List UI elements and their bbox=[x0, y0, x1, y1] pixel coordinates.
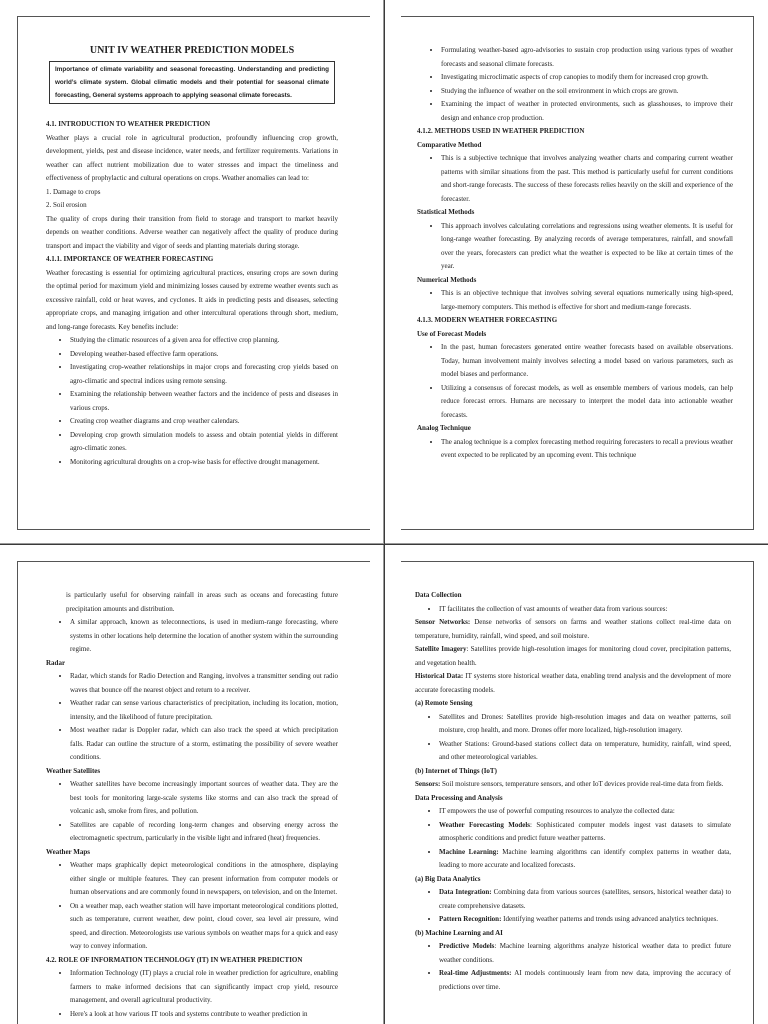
list-item: • This is a subjective technique that involves analyzing weather charts and comparing current weather patterns with similar situations from the past. This method is particularly useful for current conditions and short-range forecasts. The success of these forecasts relies heavily on the skill and experience of the forecaster. bbox=[441, 152, 733, 206]
list-item: • Here's a look at how various IT tools and systems contribute to weather prediction in bbox=[70, 1008, 338, 1022]
subheading: Comparative Method bbox=[417, 140, 482, 149]
definition: : Machine learning algorithms analyze historical weather data to predict future weather conditions. bbox=[439, 942, 732, 964]
list-item: • This approach involves calculating correlations and regressions using weather elements. It is useful for long-range weather forecasting. By analyzing records of average temperatures, rainfall, and snowfall over the years, forecasters can predict what the weather is expected to be like at certain times of the year. bbox=[441, 220, 733, 274]
term: Satellite Imagery bbox=[415, 645, 467, 653]
bullet-list bbox=[417, 341, 733, 422]
list-item: • Investigating microclimatic aspects of crop canopies to modify them for increased crop growth. bbox=[441, 71, 733, 85]
list-item: • On a weather map, each weather station will have important meteorological conditions plotted, such as temperature, current weather, dew point, cloud cover, sea level air pressure, wind speed, and direction. Meteorologists use various symbols on weather maps for a quick and easy way to convey information. bbox=[70, 900, 338, 954]
bullet-list bbox=[46, 616, 338, 657]
list-item: • Developing weather-based effective farm operations. bbox=[70, 348, 338, 362]
subheading: Analog Technique bbox=[417, 424, 471, 432]
subheading: Data Processing and Analysis bbox=[415, 793, 503, 802]
page-content bbox=[46, 44, 338, 469]
paragraph: is particularly useful for observing rainfall in areas such as oceans and forecasting future precipitation amounts and distribution. bbox=[66, 591, 338, 613]
bullet-list bbox=[415, 603, 731, 617]
list-item: • Radar, which stands for Radio Detection and Ranging, involves a transmitter sending out radio waves that bounce off the nearest object and return to a receiver. bbox=[70, 670, 338, 697]
page-4 bbox=[385, 545, 768, 1024]
list-item bbox=[439, 846, 731, 873]
term: Pattern Recognition: bbox=[439, 915, 502, 923]
list-item: • In the past, human forecasters generated entire weather forecasts based on available observations. Today, human involvement mainly involves selecting a model based on various parameters, such as model biases and performance. bbox=[441, 341, 733, 382]
definition: : Satellites provide high-resolution images for monitoring cloud cover, precipitation patterns, and vegetation health. bbox=[415, 645, 731, 667]
term: Real-time Adjustments: bbox=[439, 969, 512, 977]
list-item bbox=[439, 967, 731, 994]
list-item: • Monitoring agricultural droughts on a crop-wise basis for effective drought management. bbox=[70, 456, 338, 470]
subheading: Numerical Methods bbox=[417, 275, 477, 284]
list-item: • Creating crop weather diagrams and crop weather calendars. bbox=[70, 415, 338, 429]
term: Predictive Models bbox=[439, 942, 495, 950]
list-item: 1. Damage to crops bbox=[46, 187, 101, 196]
bullet-list bbox=[46, 859, 338, 954]
list-item: • Studying the climatic resources of a given area for effective crop planning. bbox=[70, 334, 338, 348]
section-heading: 4.1. INTRODUCTION TO WEATHER PREDICTION bbox=[46, 120, 211, 128]
syllabus-box: Importance of climate variability and seasonal forecasting. Understanding and predicting world’s climate system. Global climatic models and their potential for seasonal climate forecasting, General systems approach to applying seasonal climate forecasts. bbox=[49, 61, 335, 104]
list-item: • Utilizing a consensus of forecast models, as well as ensemble members of various models, can help reduce forecast errors. Humans are necessary to interpret the model data into actionable weather forecasts. bbox=[441, 382, 733, 423]
bullet-list bbox=[417, 287, 733, 314]
term: Data Integration: bbox=[439, 888, 492, 896]
subheading: Radar bbox=[46, 658, 66, 667]
paragraph bbox=[415, 778, 731, 792]
bullet-list bbox=[417, 152, 733, 206]
list-item: • The analog technique is a complex forecasting method requiring forecasters to recall a previous weather event expected to be replicated by an upcoming event. This technique bbox=[441, 436, 733, 463]
list-item: • Satellites are capable of recording long-term changes and observing energy across the electromagnetic spectrum, particularly in the visible light and infrared (heat) frequencies. bbox=[70, 819, 338, 846]
paragraph: Weather forecasting is essential for optimizing agricultural practices, ensuring crops are sown during the optimal period for maximum yield and minimizing losses caused by extreme weather events such as excessive rainfall, cold or heat waves, and cyclones. It aids in predicting pests and diseases, selecting appropriate crops, and managing irrigation and other intercultural operations through short, medium, and long-range forecasts. Key benefits include: bbox=[46, 268, 338, 331]
list-item: • This is an objective technique that involves solving several equations numerically using high-speed, large-memory computers. This method is effective for short and medium-range forecasts. bbox=[441, 287, 733, 314]
definition: IT systems store historical weather data, enabling trend analysis and the development of more accurate forecasting models. bbox=[415, 672, 732, 694]
term: Historical Data: bbox=[415, 672, 464, 680]
subheading: (b) Internet of Things (IoT) bbox=[415, 766, 497, 775]
list-item bbox=[439, 819, 731, 846]
list-item: • Information Technology (IT) plays a crucial role in weather prediction for agriculture, enabling farmers to make informed decisions that can significantly impact crop yield, resource management, and overall agricultural productivity. bbox=[70, 967, 338, 1008]
bullet-list bbox=[46, 967, 338, 1021]
section-heading: 4.1.3. MODERN WEATHER FORECASTING bbox=[417, 316, 558, 324]
page-2 bbox=[385, 0, 768, 544]
list-item: • Weather radar can sense various characteristics of precipitation, including its location, motion, intensity, and the likelihood of future precipitation. bbox=[70, 697, 338, 724]
bullet-list bbox=[415, 940, 731, 994]
section-heading: 4.1.1. IMPORTANCE OF WEATHER FORECASTING bbox=[46, 255, 214, 263]
definition: : Sophisticated computer models ingest vast datasets to simulate atmospheric conditions and predict future weather patterns. bbox=[439, 820, 732, 842]
section-heading: 4.1.2. METHODS USED IN WEATHER PREDICTION bbox=[417, 127, 585, 135]
paragraph: Weather plays a crucial role in agricultural production, profoundly influencing crop growth, development, yields, pest and disease incidence, water needs, and fertilizer requirements. Variations in weather can affect nutrient mobilization due to water stresses and impact the timeliness and effectiveness of prophylactic and cultural operations on crops. Weather anomalies can lead to: bbox=[46, 133, 338, 182]
list-item: • Developing crop growth simulation models to assess and obtain potential yields in different agro-climatic zones. bbox=[70, 429, 338, 456]
list-item: • Satellites and Drones: Satellites provide high-resolution images and data on weather patterns, soil moisture, crop health, and more. Drones offer more localized, high-resolution imagery. bbox=[439, 711, 731, 738]
list-item: • Studying the influence of weather on the soil environment in which crops are grown. bbox=[441, 85, 733, 99]
list-item: • IT facilitates the collection of vast amounts of weather data from various sources: bbox=[439, 603, 731, 617]
list-item: • Weather satellites have become increasingly important sources of weather data. They are the best tools for monitoring large-scale systems like storms and can also track the spread of volcanic ash, smoke from fires, and pollution. bbox=[70, 778, 338, 819]
subheading: Weather Satellites bbox=[46, 766, 101, 775]
paragraph bbox=[415, 616, 731, 643]
term: Sensor Networks: bbox=[415, 618, 471, 626]
list-item: • Weather Stations: Ground-based stations collect data on temperature, humidity, rainfall, wind speed, and other meteorological variables. bbox=[439, 738, 731, 765]
bullet-list bbox=[417, 44, 733, 125]
list-item bbox=[439, 886, 731, 913]
paragraph bbox=[415, 643, 731, 670]
list-item: • Examining the impact of weather in protected environments, such as glasshouses, to improve their design and enhance crop production. bbox=[441, 98, 733, 125]
bullet-list bbox=[415, 805, 731, 873]
bullet-list bbox=[417, 220, 733, 274]
list-item bbox=[439, 913, 731, 927]
term: Machine Learning: bbox=[439, 847, 499, 856]
page-content bbox=[415, 589, 731, 994]
list-item: • Most weather radar is Doppler radar, which can also track the speed at which precipitation falls. Radar can outline the structure of a storm, estimating the possibility of severe weather conditions. bbox=[70, 724, 338, 765]
bullet-list bbox=[46, 778, 338, 846]
list-item: • A similar approach, known as teleconnections, is used in medium-range forecasting, where systems in other locations help determine the location of another system within the surrounding regime. bbox=[70, 616, 338, 657]
list-item: • Examining the relationship between weather factors and the incidence of pests and diseases in various crops. bbox=[70, 388, 338, 415]
bullet-list bbox=[415, 886, 731, 927]
subheading: (a) Remote Sensing bbox=[415, 699, 473, 707]
subheading: (a) Big Data Analytics bbox=[415, 874, 481, 883]
unit-title: UNIT IV WEATHER PREDICTION MODELS bbox=[89, 45, 295, 56]
page-content bbox=[46, 589, 338, 1021]
subheading: Weather Maps bbox=[46, 847, 91, 856]
section-heading: 4.2. ROLE OF INFORMATION TECHNOLOGY (IT) IN WEATHER PREDICTION bbox=[46, 955, 303, 964]
bullet-list bbox=[415, 711, 731, 765]
subheading: Statistical Methods bbox=[417, 208, 475, 216]
subheading: (b) Machine Learning and AI bbox=[415, 928, 503, 937]
bullet-list bbox=[417, 436, 733, 463]
list-item: • IT empowers the use of powerful computing resources to analyze the collected data: bbox=[439, 805, 731, 819]
term: Weather Forecasting Models bbox=[439, 820, 531, 829]
list-item: • Investigating crop-weather relationships in major crops and forecasting crop yields based on agro-climatic and spectral indices using remote sensing. bbox=[70, 361, 338, 388]
subheading: Use of Forecast Models bbox=[417, 329, 487, 338]
definition: Machine learning algorithms can identify complex patterns in weather data, leading to more accurate and localized forecasts. bbox=[439, 847, 731, 869]
definition: Dense networks of sensors on farms and weather stations collect real-time data on temperature, humidity, rainfall, wind speed, and soil moisture. bbox=[415, 618, 732, 640]
list-item: 2. Soil erosion bbox=[46, 201, 87, 209]
definition: Combining data from various sources (satellites, sensors, historical weather data) to create comprehensive datasets. bbox=[439, 888, 731, 910]
definition: AI models continuously learn from new data, improving the accuracy of predictions over time. bbox=[439, 969, 731, 991]
bullet-list bbox=[46, 670, 338, 765]
subheading: Data Collection bbox=[415, 591, 462, 599]
paragraph bbox=[415, 670, 731, 697]
definition: Soil moisture sensors, temperature sensors, and other IoT devices provide real-time data from fields. bbox=[440, 780, 724, 788]
page-3 bbox=[0, 545, 384, 1024]
term: Sensors: bbox=[415, 780, 441, 788]
definition: Identifying weather patterns and trends using advanced analytics techniques. bbox=[501, 915, 718, 923]
list-item: • Weather maps graphically depict meteorological conditions in the atmosphere, displaying either single or multiple features. They can present information from computer models or human observations and are commonly found in newspapers, on television, and on the Internet. bbox=[70, 859, 338, 900]
paragraph: The quality of crops during their transition from field to storage and transport to market heavily depends on weather conditions. Adverse weather can negatively affect the quality of produce during transport and impact the viability and vigor of seeds and planting materials during storage. bbox=[46, 214, 338, 250]
page-content bbox=[417, 44, 733, 463]
list-item: • Formulating weather-based agro-advisories to sustain crop production using various types of weather forecasts and seasonal climate forecasts. bbox=[441, 44, 733, 71]
bullet-list bbox=[46, 334, 338, 469]
page-1 bbox=[0, 0, 384, 544]
list-item bbox=[439, 940, 731, 967]
